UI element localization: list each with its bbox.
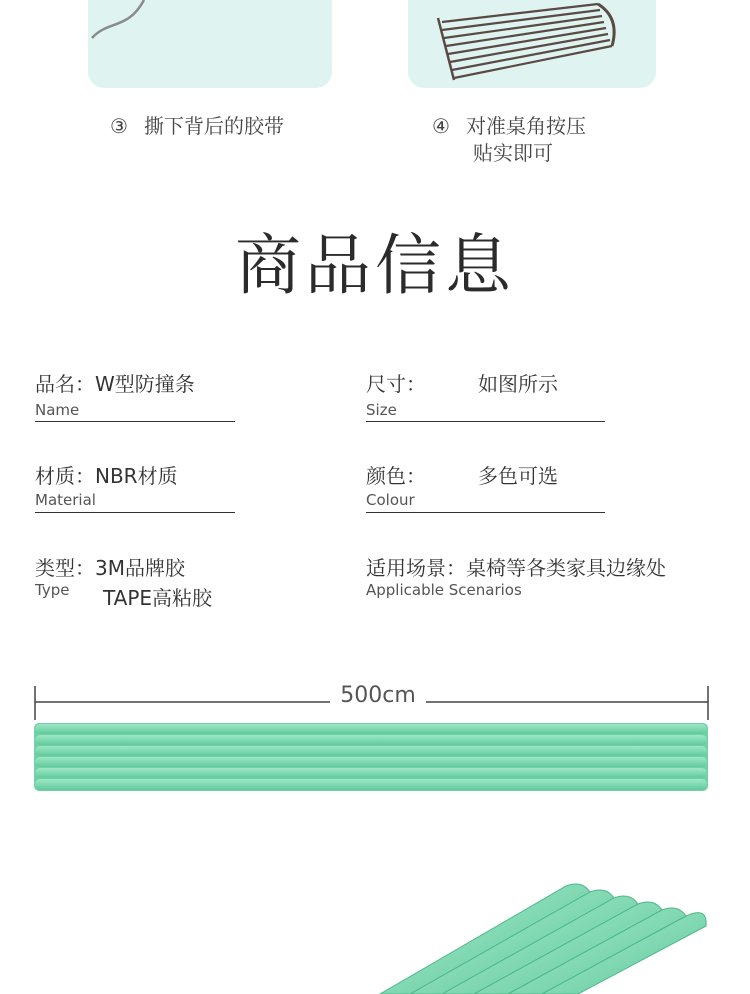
scenarios-label: 适用场景：	[366, 556, 466, 580]
colour-label: 颜色：	[366, 464, 426, 488]
peel-tape-icon	[88, 0, 332, 88]
material-value: NBR材质	[95, 464, 178, 488]
step3-number: ③	[110, 114, 128, 138]
colour-field	[366, 460, 558, 509]
scenarios-value: 桌椅等各类家具边缘处	[466, 556, 666, 580]
step3-caption	[110, 113, 284, 140]
type-label-en: Type	[35, 581, 70, 599]
step4-caption	[432, 113, 586, 167]
press-strip-icon	[408, 0, 656, 88]
colour-value: 多色可选	[478, 464, 558, 488]
size-underline	[366, 421, 605, 422]
material-field	[35, 460, 178, 509]
type-field	[35, 552, 213, 610]
material-label: 材质：	[35, 464, 95, 488]
step3-illustration-panel	[88, 0, 332, 88]
type-label: 类型：	[35, 556, 95, 580]
step4-illustration-panel	[408, 0, 656, 88]
bumper-strip-front-view	[34, 723, 708, 793]
colour-underline	[366, 512, 605, 513]
bumper-strip-perspective-view	[370, 880, 750, 994]
scenarios-field	[366, 552, 666, 599]
name-label-en: Name	[35, 401, 80, 419]
step4-number: ④	[432, 114, 450, 138]
step3-text: 撕下背后的胶带	[144, 114, 284, 138]
size-field	[366, 368, 558, 419]
material-underline	[35, 512, 235, 513]
size-value: 如图所示	[478, 372, 558, 396]
name-label: 品名：	[35, 372, 95, 396]
material-label-en: Material	[35, 491, 96, 509]
step4-text-line1: 对准桌角按压	[466, 114, 586, 138]
size-label: 尺寸：	[366, 372, 426, 396]
name-field	[35, 368, 195, 419]
type-value-line2: TAPE高粘胶	[103, 586, 213, 610]
name-value: W型防撞条	[95, 372, 195, 396]
size-label-en: Size	[366, 401, 397, 419]
step4-text-line2: 贴实即可	[473, 141, 553, 165]
type-value-line1: 3M品牌胶	[95, 556, 185, 580]
section-title: 商品信息	[235, 227, 515, 304]
colour-label-en: Colour	[366, 491, 415, 509]
scenarios-label-en: Applicable Scenarios	[366, 581, 522, 599]
name-underline	[35, 421, 235, 422]
dimension-label: 500cm	[330, 683, 426, 708]
